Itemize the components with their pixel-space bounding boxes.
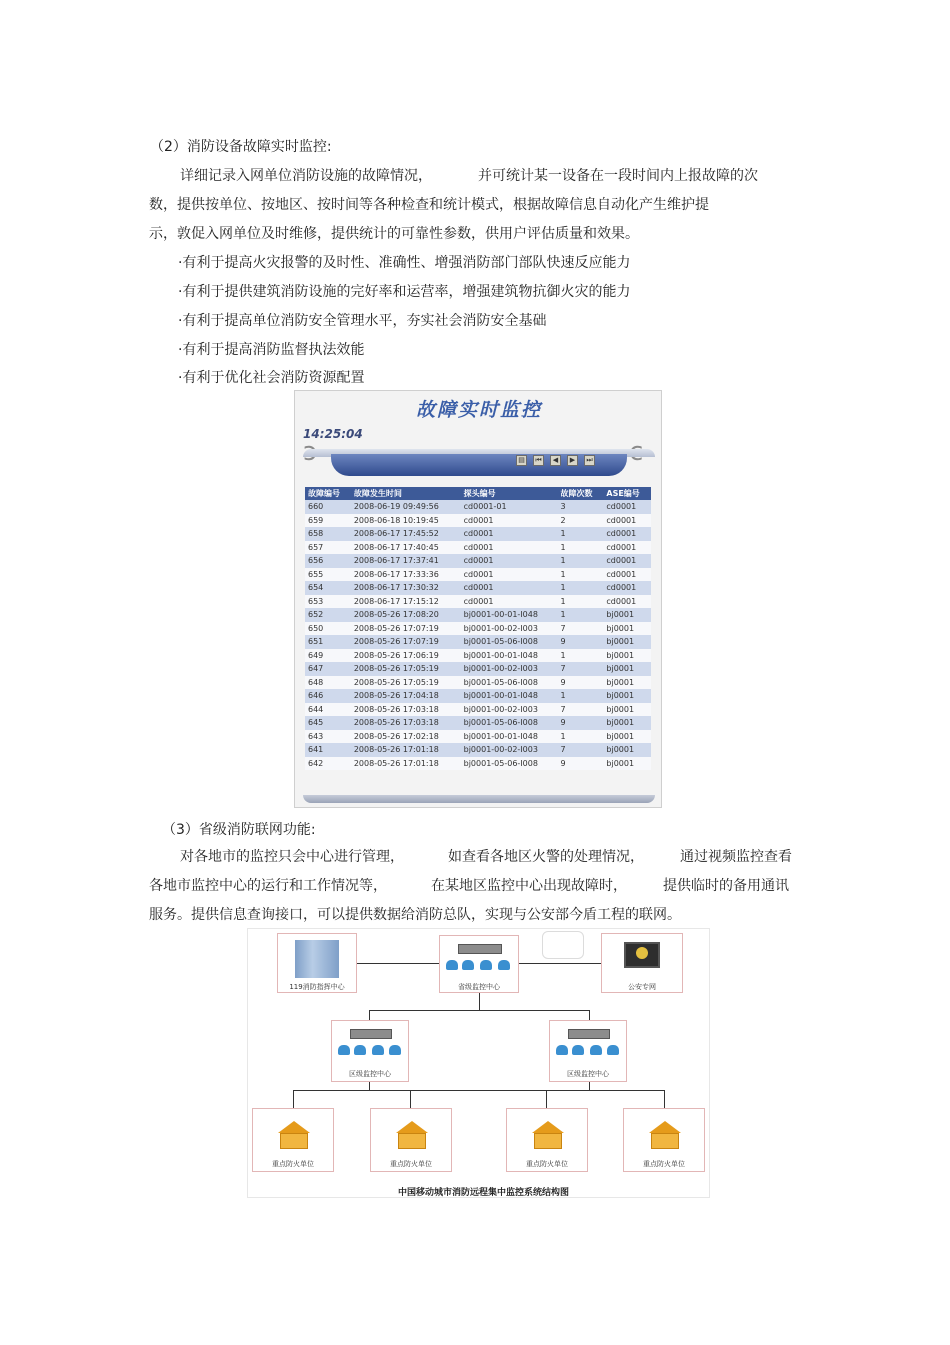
table-cell: 649: [305, 649, 351, 663]
table-cell: bj0001-00-01-I048: [461, 608, 558, 622]
table-cell: 642: [305, 757, 351, 771]
col-probe-id[interactable]: 探头编号: [461, 487, 558, 500]
diagram-caption: 中国移动城市消防远程集中监控系统结构图: [398, 1188, 570, 1198]
server-rack-icon: [458, 944, 502, 954]
section2-para-line: 数，提供按单位、按地区、按时间等各种检查和统计模式，根据故障信息自动化产生维护提: [149, 197, 709, 213]
col-fault-time[interactable]: 故障发生时间: [351, 487, 461, 500]
table-row[interactable]: [305, 514, 651, 528]
prev-page-icon[interactable]: ◀: [550, 455, 561, 466]
table-cell: bj0001: [603, 689, 651, 703]
hexagon-shape: [542, 931, 584, 959]
key-unit-label: 重点防火单位: [643, 1160, 685, 1168]
table-cell: bj0001: [603, 716, 651, 730]
table-cell: bj0001-00-02-I003: [461, 703, 558, 717]
table-row[interactable]: [305, 757, 651, 771]
section2-para-line: 示，敦促入网单位及时维修，提供统计的可靠性参数，供用户评估质量和效果。: [149, 226, 639, 242]
connector-line: [589, 1010, 590, 1020]
table-cell: bj0001: [603, 622, 651, 636]
table-row[interactable]: [305, 730, 651, 744]
connector-line: [546, 1090, 547, 1108]
table-row[interactable]: [305, 581, 651, 595]
key-unit-label: 重点防火单位: [272, 1160, 314, 1168]
table-cell: 2008-06-17 17:33:36: [351, 568, 461, 582]
operator-icon: [338, 1045, 350, 1055]
district-center-node-left: [331, 1020, 409, 1082]
section3-para-line: 如查看各地区火警的处理情况，: [448, 849, 644, 865]
table-cell: cd0001: [461, 541, 558, 555]
table-cell: 648: [305, 676, 351, 690]
operator-icon: [590, 1045, 602, 1055]
section2-para-line: 并可统计某一设备在一段时间内上报故障的次: [478, 168, 758, 184]
section3-para-line: 对各地市的监控只会中心进行管理，: [180, 849, 404, 865]
table-cell: bj0001: [603, 676, 651, 690]
table-cell: 1: [558, 649, 604, 663]
table-cell: cd0001: [461, 568, 558, 582]
building-icon: [651, 1133, 679, 1149]
table-cell: 1: [558, 554, 604, 568]
table-row[interactable]: [305, 595, 651, 609]
key-unit-node: [252, 1108, 334, 1172]
table-cell: cd0001: [603, 554, 651, 568]
table-cell: cd0001: [603, 500, 651, 514]
connector-line: [369, 1010, 370, 1020]
table-cell: 9: [558, 757, 604, 771]
table-row[interactable]: [305, 500, 651, 514]
table-row[interactable]: [305, 608, 651, 622]
table-cell: 644: [305, 703, 351, 717]
table-row[interactable]: [305, 635, 651, 649]
operator-icon: [372, 1045, 384, 1055]
connector-line: [357, 963, 439, 964]
table-cell: 643: [305, 730, 351, 744]
key-unit-label: 重点防火单位: [390, 1160, 432, 1168]
building-icon: [278, 1121, 310, 1133]
table-cell: bj0001: [603, 743, 651, 757]
bullet-item: ·有利于提高单位消防安全管理水平，夯实社会消防安全基础: [178, 313, 547, 329]
table-cell: 2008-05-26 17:06:19: [351, 649, 461, 663]
table-cell: bj0001-00-02-I003: [461, 662, 558, 676]
section2-heading: （2）消防设备故障实时监控:: [150, 139, 332, 155]
table-row[interactable]: [305, 568, 651, 582]
key-unit-node: [370, 1108, 452, 1172]
table-cell: 647: [305, 662, 351, 676]
connector-line: [293, 1090, 665, 1091]
table-cell: bj0001: [603, 662, 651, 676]
connector-line: [369, 1010, 589, 1011]
table-cell: bj0001-05-06-I008: [461, 635, 558, 649]
table-cell: bj0001: [603, 730, 651, 744]
table-cell: bj0001: [603, 635, 651, 649]
fault-monitor-screenshot: [294, 390, 662, 808]
table-cell: 651: [305, 635, 351, 649]
table-cell: bj0001-00-02-I003: [461, 622, 558, 636]
network-structure-diagram: [247, 928, 710, 1198]
district-center-node-right: [549, 1020, 627, 1082]
table-cell: 2008-05-26 17:05:19: [351, 662, 461, 676]
table-cell: 2: [558, 514, 604, 528]
table-cell: 2008-05-26 17:05:19: [351, 676, 461, 690]
export-icon[interactable]: ▤: [516, 455, 527, 466]
table-cell: 2008-06-17 17:45:52: [351, 527, 461, 541]
table-cell: 7: [558, 743, 604, 757]
operator-icon: [498, 960, 510, 970]
table-cell: bj0001-00-01-I048: [461, 689, 558, 703]
operator-icon: [446, 960, 458, 970]
table-cell: bj0001-05-06-I008: [461, 676, 558, 690]
table-cell: cd0001: [603, 541, 651, 555]
table-cell: 2008-05-26 17:03:18: [351, 703, 461, 717]
table-cell: 2008-05-26 17:02:18: [351, 730, 461, 744]
table-cell: 655: [305, 568, 351, 582]
server-rack-icon: [350, 1029, 392, 1039]
col-ase-id[interactable]: ASE编号: [603, 487, 651, 500]
table-cell: 654: [305, 581, 351, 595]
table-row[interactable]: [305, 622, 651, 636]
district-center-label: 区级监控中心: [567, 1070, 609, 1078]
table-cell: 641: [305, 743, 351, 757]
operator-icon: [607, 1045, 619, 1055]
table-cell: 2008-06-19 09:49:56: [351, 500, 461, 514]
table-row[interactable]: [305, 676, 651, 690]
operator-icon: [480, 960, 492, 970]
monitor-title: 故障实时监控: [415, 399, 542, 421]
table-row[interactable]: [305, 716, 651, 730]
table-row[interactable]: [305, 689, 651, 703]
table-cell: 645: [305, 716, 351, 730]
table-cell: cd0001: [603, 581, 651, 595]
table-cell: 2008-05-26 17:01:18: [351, 743, 461, 757]
table-cell: 646: [305, 689, 351, 703]
table-cell: 1: [558, 595, 604, 609]
table-cell: 2008-05-26 17:01:18: [351, 757, 461, 771]
monitor-bottom-bar: [303, 795, 655, 803]
table-cell: 2008-05-26 17:07:19: [351, 635, 461, 649]
section2-para-line: 详细记录入网单位消防设施的故障情况，: [180, 168, 432, 184]
table-cell: bj0001-00-02-I003: [461, 743, 558, 757]
table-cell: cd0001: [603, 527, 651, 541]
table-cell: cd0001: [603, 514, 651, 528]
command-center-node: [277, 933, 357, 993]
connector-line: [410, 1090, 411, 1108]
last-page-icon[interactable]: ⏭: [584, 455, 595, 466]
police-network-node: [601, 933, 683, 993]
bullet-item: ·有利于提高火灾报警的及时性、准确性、增强消防部门部队快速反应能力: [178, 255, 631, 271]
table-cell: 660: [305, 500, 351, 514]
bullet-item: ·有利于优化社会消防资源配置: [178, 370, 365, 386]
section3-para-line: 通过视频监控查看: [680, 849, 792, 865]
monitor-clock: 14:25:04: [303, 427, 363, 441]
table-cell: 9: [558, 716, 604, 730]
operator-icon: [462, 960, 474, 970]
table-cell: 1: [558, 689, 604, 703]
table-cell: bj0001-00-01-I048: [461, 730, 558, 744]
col-fault-id[interactable]: 故障编号: [305, 487, 351, 500]
table-cell: bj0001: [603, 703, 651, 717]
connector-line: [589, 1082, 590, 1090]
monitor-toolbar: [331, 454, 627, 476]
table-cell: 2008-05-26 17:04:18: [351, 689, 461, 703]
building-icon: [398, 1133, 426, 1149]
fault-table: [305, 487, 651, 770]
table-cell: 1: [558, 541, 604, 555]
connector-line: [479, 992, 480, 1010]
bullet-item: ·有利于提供建筑消防设施的完好率和运营率，增强建筑物抗御火灾的能力: [178, 284, 631, 300]
table-cell: 7: [558, 703, 604, 717]
building-icon: [295, 940, 339, 978]
section3-para-line: 在某地区监控中心出现故障时，: [431, 878, 627, 894]
table-cell: cd0001: [461, 554, 558, 568]
operator-icon: [556, 1045, 568, 1055]
section3-heading: （3）省级消防联网功能:: [162, 822, 316, 838]
table-cell: bj0001-05-06-I008: [461, 757, 558, 771]
next-page-icon[interactable]: ▶: [567, 455, 578, 466]
key-unit-node: [623, 1108, 705, 1172]
table-cell: 7: [558, 622, 604, 636]
key-unit-label: 重点防火单位: [526, 1160, 568, 1168]
table-cell: bj0001-00-01-I048: [461, 649, 558, 663]
table-cell: 1: [558, 608, 604, 622]
first-page-icon[interactable]: ⏮: [533, 455, 544, 466]
police-network-label: 公安专网: [628, 983, 656, 991]
table-cell: bj0001: [603, 757, 651, 771]
building-icon: [534, 1133, 562, 1149]
table-cell: 656: [305, 554, 351, 568]
table-cell: 653: [305, 595, 351, 609]
table-cell: 2008-05-26 17:07:19: [351, 622, 461, 636]
command-center-label: 119消防指挥中心: [289, 983, 345, 991]
monitor-icon: [624, 942, 660, 968]
building-icon: [532, 1121, 564, 1133]
table-cell: 1: [558, 581, 604, 595]
province-center-label: 省级监控中心: [458, 983, 500, 991]
table-cell: bj0001: [603, 649, 651, 663]
section3-para-line: 服务。提供信息查询接口，可以提供数据给消防总队，实现与公安部今盾工程的联网。: [149, 907, 681, 923]
table-cell: 657: [305, 541, 351, 555]
table-cell: 2008-05-26 17:08:20: [351, 608, 461, 622]
key-unit-node: [506, 1108, 588, 1172]
table-cell: 2008-06-17 17:40:45: [351, 541, 461, 555]
table-row[interactable]: [305, 703, 651, 717]
table-cell: cd0001-01: [461, 500, 558, 514]
table-cell: bj0001-05-06-I008: [461, 716, 558, 730]
table-cell: 9: [558, 676, 604, 690]
table-cell: 1: [558, 527, 604, 541]
table-cell: cd0001: [461, 527, 558, 541]
table-cell: 650: [305, 622, 351, 636]
table-row[interactable]: [305, 554, 651, 568]
table-cell: 1: [558, 568, 604, 582]
table-cell: 7: [558, 662, 604, 676]
table-row[interactable]: [305, 527, 651, 541]
table-cell: 659: [305, 514, 351, 528]
table-cell: 2008-06-17 17:37:41: [351, 554, 461, 568]
table-cell: cd0001: [461, 581, 558, 595]
province-center-node: [439, 935, 519, 993]
connector-line: [369, 1082, 370, 1090]
table-cell: bj0001: [603, 608, 651, 622]
table-cell: cd0001: [461, 595, 558, 609]
bullet-item: ·有利于提高消防监督执法效能: [178, 342, 365, 358]
table-cell: 9: [558, 635, 604, 649]
operator-icon: [354, 1045, 366, 1055]
building-icon: [649, 1121, 681, 1133]
table-cell: cd0001: [461, 514, 558, 528]
server-rack-icon: [568, 1029, 610, 1039]
operator-icon: [389, 1045, 401, 1055]
building-icon: [396, 1121, 428, 1133]
table-cell: 2008-06-18 10:19:45: [351, 514, 461, 528]
table-row[interactable]: [305, 743, 651, 757]
table-cell: cd0001: [603, 568, 651, 582]
section3-para-line: 提供临时的备用通讯: [663, 878, 789, 894]
operator-icon: [572, 1045, 584, 1055]
building-icon: [280, 1133, 308, 1149]
connector-line: [519, 963, 601, 964]
table-row[interactable]: [305, 649, 651, 663]
connector-line: [664, 1090, 665, 1108]
table-row[interactable]: [305, 541, 651, 555]
table-cell: 1: [558, 730, 604, 744]
police-badge-icon: [636, 947, 648, 959]
connector-line: [293, 1090, 294, 1108]
table-header-row: [305, 487, 651, 500]
table-cell: 652: [305, 608, 351, 622]
col-fault-count[interactable]: 故障次数: [558, 487, 604, 500]
fault-table-body: [305, 500, 651, 770]
table-cell: 2008-05-26 17:03:18: [351, 716, 461, 730]
table-cell: 658: [305, 527, 351, 541]
table-cell: 3: [558, 500, 604, 514]
table-cell: 2008-06-17 17:15:12: [351, 595, 461, 609]
section3-para-line: 各地市监控中心的运行和工作情况等，: [149, 878, 387, 894]
district-center-label: 区级监控中心: [349, 1070, 391, 1078]
table-row[interactable]: [305, 662, 651, 676]
table-cell: cd0001: [603, 595, 651, 609]
table-cell: 2008-06-17 17:30:32: [351, 581, 461, 595]
